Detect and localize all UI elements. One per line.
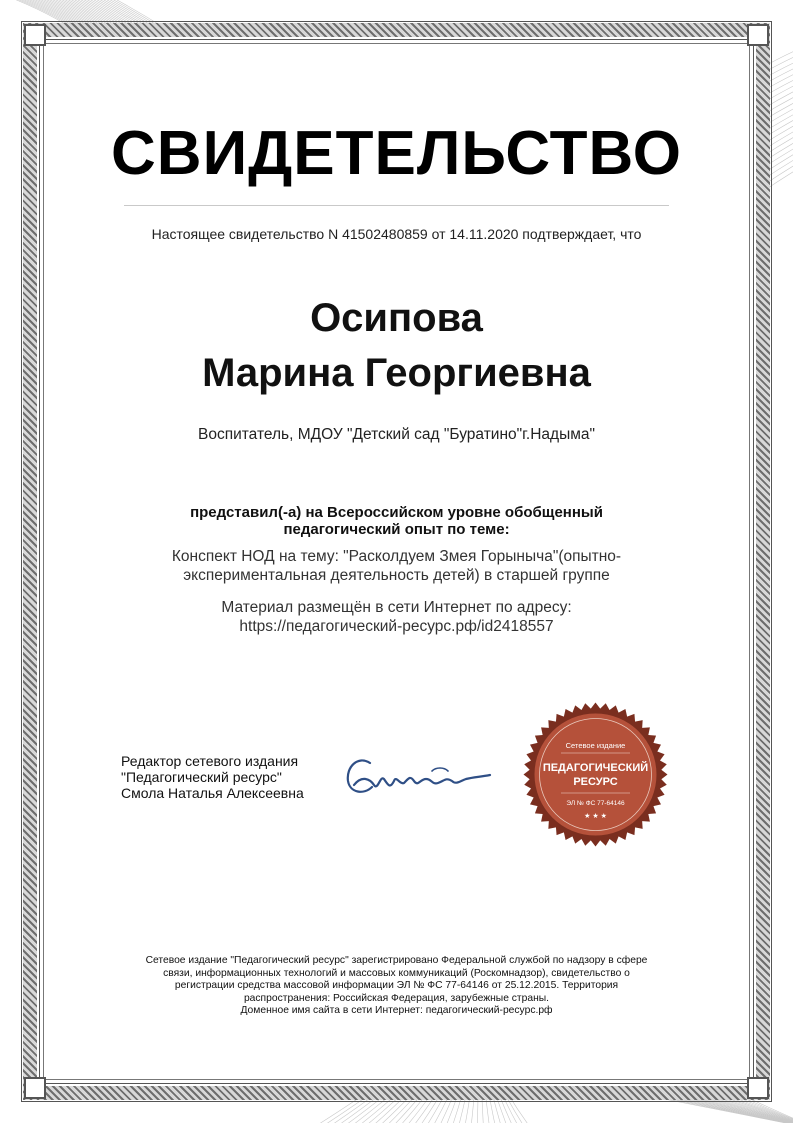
- publication-seal: [523, 697, 668, 852]
- footer-line-3: регистрации средства массовой информации ЭЛ № ФС 77-64146 от 25.12.2015. Территория: [174, 980, 619, 991]
- seal-registration: ЭЛ № ФС 77-64146: [566, 800, 625, 807]
- material-line-1: Материал размещён в сети Интернет по адресу:: [221, 599, 572, 616]
- topic-line-2: экспериментальная деятельность детей) в старшей группе: [183, 567, 610, 584]
- certificate-intro: Настоящее свидетельство N 41502480859 от 14.11.2020 подтверждает, что: [151, 226, 642, 242]
- title-divider: [124, 205, 669, 206]
- editor-name: Смола Наталья Алексеевна: [121, 785, 304, 801]
- material-url: https://педагогический-ресурс.рф/id2418557: [239, 618, 554, 635]
- presented-line-2: педагогический опыт по теме:: [283, 521, 510, 538]
- footer-line-4: распространения: Российская Федерация, зарубежные страны.: [243, 992, 550, 1004]
- certificate-title: СВИДЕТЕЛЬСТВО: [111, 119, 682, 188]
- material-location: [140, 598, 653, 636]
- recipient-position: Воспитатель, МДОУ "Детский сад "Буратино"г.Надыма": [197, 426, 595, 443]
- topic-text: [140, 547, 653, 585]
- footer-line-1: Сетевое издание "Педагогический ресурс" зарегистрировано Федеральной службой по надзору в сфере: [145, 955, 648, 966]
- topic-line-1: Конспект НОД на тему: "Расколдуем Змея Горыныча"(опытно-: [171, 548, 622, 565]
- editor-block: [121, 753, 351, 801]
- footer-line-5: Доменное имя сайта в сети Интернет: педагогический-ресурс.рф: [240, 1005, 553, 1016]
- presented-line-1: представил(-а) на Всероссийском уровне обобщенный: [190, 504, 603, 521]
- editor-line-2: "Педагогический ресурс": [121, 769, 282, 785]
- editor-line-1: Редактор сетевого издания: [121, 753, 299, 769]
- recipient-given-names: Марина Георгиевна: [202, 351, 591, 395]
- seal-main-line-2: РЕСУРС: [573, 776, 618, 788]
- editor-signature: [340, 745, 500, 805]
- seal-main-line-1: ПЕДАГОГИЧЕСКИЙ: [542, 762, 649, 774]
- recipient-surname: Осипова: [310, 296, 483, 340]
- footer-line-2: связи, информационных технологий и массовых коммуникаций (Роскомнадзор), свидетельство о: [163, 967, 630, 979]
- seal-stars-icon: ★ ★ ★: [584, 813, 607, 820]
- presented-statement: [140, 504, 653, 538]
- seal-top-text: Сетевое издание: [565, 741, 626, 750]
- registration-footer: [120, 955, 673, 1018]
